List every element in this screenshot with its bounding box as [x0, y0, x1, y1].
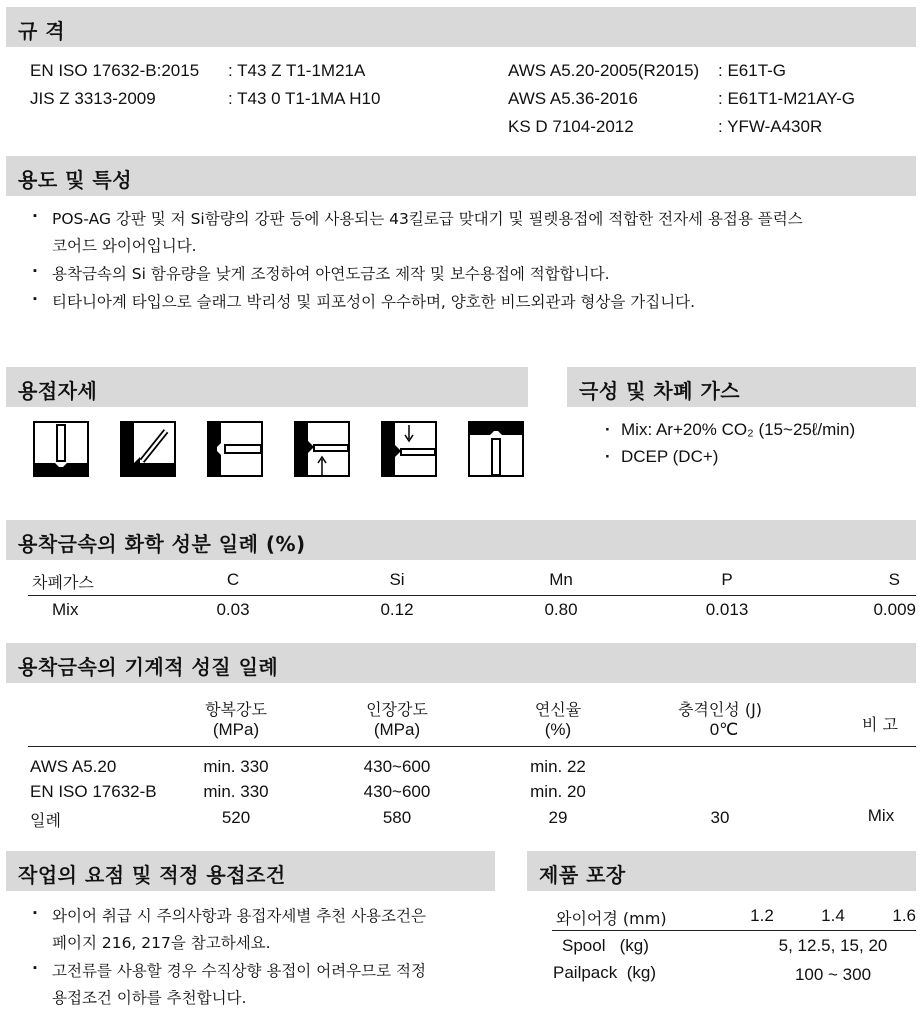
section-header-usage: [6, 156, 916, 196]
mech-header-tensile: 인장강도: [366, 700, 428, 719]
overhead-weld-icon: [468, 421, 524, 477]
table-rule: [28, 746, 916, 747]
flat-butt-weld-icon: [33, 421, 89, 477]
spec-std: KS D 7104-2012: [508, 117, 634, 136]
mech-header-elongation-unit: (%): [544, 720, 572, 739]
packing-dia-value: 1.2: [750, 906, 774, 925]
chem-cell-mn: 0.80: [544, 600, 578, 619]
section-header-packing: [527, 851, 916, 891]
bullet-dot: ·: [32, 959, 38, 977]
chem-cell-s: 0.009: [873, 600, 916, 619]
chem-header-si: Si: [389, 570, 405, 589]
chem-header-c: C: [226, 570, 240, 589]
mech-header-impact: 충격인성 (J): [677, 700, 763, 719]
mech-header-note: 비 고: [862, 715, 898, 734]
mech-cell-elongation: 29: [548, 808, 568, 827]
spec-std: JIS Z 3313-2009: [30, 89, 156, 108]
mech-cell-yield: 520: [221, 808, 251, 827]
spec-value: : T43 Z T1-1M21A: [228, 61, 366, 80]
bullet-text: 용착금속의 Si 함유량을 낮게 조정하여 아연도금조 제작 및 보수용접에 적합합니다.: [52, 265, 610, 283]
mech-header-tensile-unit: (MPa): [373, 720, 421, 739]
bullet-dot: ·: [32, 262, 38, 280]
chem-cell-gas: Mix: [52, 600, 79, 619]
chem-cell-p: 0.013: [705, 600, 749, 619]
spec-std: AWS A5.36-2016: [508, 89, 638, 108]
bullet-text: 와이어 취급 시 주의사항과 용접자세별 추천 사용조건은: [52, 907, 426, 925]
section-header-tips: [6, 851, 495, 891]
bullet-dot: ·: [32, 904, 38, 922]
mech-header-yield-unit: (MPa): [212, 720, 260, 739]
packing-pailpack-label: Pailpack (kg): [553, 963, 656, 982]
spec-value: : YFW-A430R: [718, 117, 823, 136]
chem-header-gas: 차폐가스: [32, 573, 94, 592]
usage-bullet: [32, 207, 803, 229]
mech-cell-tensile: 430~600: [363, 757, 431, 776]
mech-cell-impact: 30: [710, 808, 730, 827]
chem-header-mn: Mn: [549, 570, 573, 589]
polarity-bullet: [605, 420, 856, 440]
packing-spool-label: Spool (kg): [562, 936, 649, 955]
section-title: 작업의 요점 및 적정 용접조건: [18, 863, 286, 887]
chem-header-s: S: [888, 570, 900, 589]
packing-dia-label: 와이어경 (mm): [556, 909, 667, 928]
mech-cell-elongation: min. 20: [530, 782, 586, 801]
bullet-text: DCEP (DC+): [621, 447, 719, 466]
usage-bullet: [32, 262, 610, 284]
bullet-dot: ·: [32, 207, 38, 225]
section-title: 극성 및 차폐 가스: [579, 379, 741, 403]
section-title: 제품 포장: [539, 863, 626, 887]
horizontal-butt-weld-icon: [207, 421, 263, 477]
section-title: 용착금속의 기계적 성질 일례: [18, 655, 279, 679]
horizontal-fillet-weld-icon: [120, 421, 176, 477]
packing-dia-value: 1.4: [821, 906, 845, 925]
vertical-up-weld-icon: [294, 421, 350, 477]
chem-header-p: P: [721, 570, 733, 589]
mech-cell-yield: min. 330: [203, 757, 269, 776]
bullet-dot: ·: [605, 447, 611, 466]
mech-cell-note: Mix: [867, 806, 895, 825]
bullet-text: Mix: Ar+20% CO₂ (15~25ℓ/min): [621, 420, 856, 439]
mech-header-yield: 항복강도: [205, 700, 267, 719]
usage-bullet-continued: 코어드 와이어입니다.: [52, 237, 197, 255]
mech-header-impact-temp: 0℃: [709, 720, 739, 739]
section-header-chem: [6, 520, 916, 560]
mech-cell-tensile: 580: [382, 808, 412, 827]
mech-cell-elongation: min. 22: [530, 757, 586, 776]
bullet-text: 티타니아계 타입으로 슬래그 박리성 및 피포성이 우수하며, 양호한 비드외관과 형상을 가집니다.: [52, 293, 696, 311]
packing-dia-value: 1.6: [892, 906, 916, 925]
packing-spool-value: 5, 12.5, 15, 20: [778, 936, 888, 955]
section-header-polarity: [567, 367, 916, 407]
bullet-text: POS-AG 강판 및 저 Si함량의 강판 등에 사용되는 43킬로급 맞대기 및 필렛용접에 적합한 전자세 용접용 플럭스: [52, 210, 803, 228]
tips-bullet-continued: 페이지 216, 217을 참고하세요.: [52, 934, 271, 952]
mech-cell-tensile: 430~600: [363, 782, 431, 801]
section-header-spec: [6, 7, 916, 47]
packing-pailpack-value: 100 ~ 300: [794, 965, 872, 984]
section-title: 용접자세: [18, 379, 98, 403]
usage-bullet: [32, 290, 696, 312]
mech-row-label: 일례: [30, 811, 61, 830]
chem-cell-si: 0.12: [380, 600, 414, 619]
section-header-mech: [6, 643, 916, 683]
bullet-dot: ·: [32, 290, 38, 308]
spec-value: : E61T1-M21AY-G: [718, 89, 856, 108]
section-header-position: [6, 367, 528, 407]
polarity-bullet: [605, 447, 719, 467]
tips-bullet: [32, 959, 426, 981]
spec-value: : E61T-G: [718, 61, 787, 80]
spec-std: AWS A5.20-2005(R2015): [508, 61, 700, 80]
section-title: 규 격: [18, 19, 66, 43]
table-rule: [552, 930, 916, 931]
bullet-dot: ·: [605, 420, 611, 439]
chem-cell-c: 0.03: [216, 600, 250, 619]
bullet-text: 고전류를 사용할 경우 수직상향 용접이 어려우므로 적정: [52, 962, 426, 980]
table-rule: [28, 595, 916, 596]
mech-cell-yield: min. 330: [203, 782, 269, 801]
mech-header-elongation: 연신율: [534, 700, 582, 719]
mech-row-label: EN ISO 17632-B: [30, 782, 157, 801]
spec-std: EN ISO 17632-B:2015: [30, 61, 200, 80]
section-title: 용착금속의 화학 성분 일례 (%): [18, 532, 306, 556]
section-title: 용도 및 특성: [18, 168, 133, 192]
spec-value: : T43 0 T1-1MA H10: [228, 89, 381, 108]
tips-bullet: [32, 904, 426, 926]
mech-row-label: AWS A5.20: [30, 757, 117, 776]
tips-bullet-continued: 용접조건 이하를 추천합니다.: [52, 989, 247, 1007]
vertical-down-weld-icon: [381, 421, 437, 477]
